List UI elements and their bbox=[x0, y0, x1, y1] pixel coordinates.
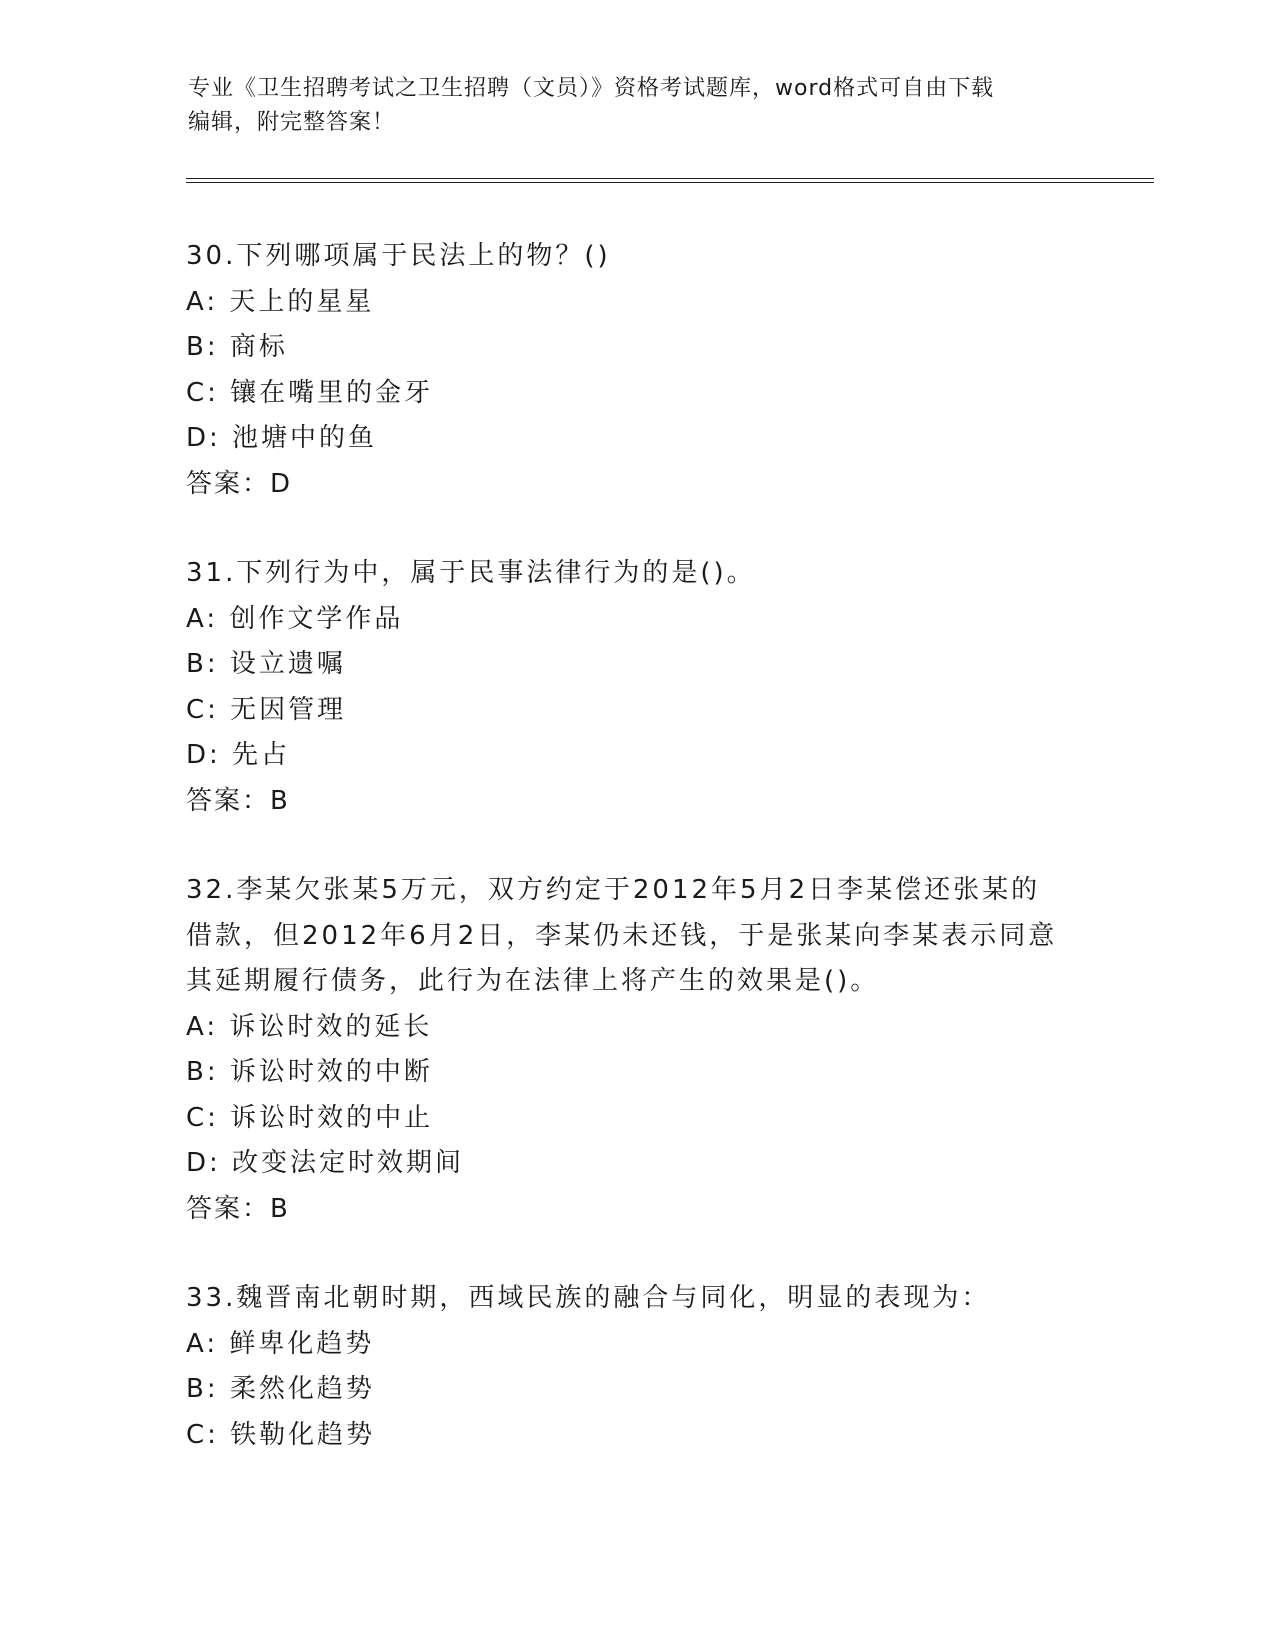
option-b: B: 设立遗嘱 bbox=[186, 649, 346, 679]
question-stem-line-3: 其延期履行债务，此行为在法律上将产生的效果是()。 bbox=[186, 966, 880, 996]
option-b: B: 商标 bbox=[186, 332, 288, 362]
option-a: A: 创作文学作品 bbox=[186, 603, 404, 634]
answer-text: 答案：B bbox=[186, 785, 290, 816]
option-a: A: 鲜卑化趋势 bbox=[186, 1328, 375, 1359]
option-c: C: 镶在嘴里的金牙 bbox=[186, 377, 434, 408]
option-c: C: 诉讼时效的中止 bbox=[186, 1102, 434, 1133]
option-d: D: 池塘中的鱼 bbox=[186, 423, 378, 453]
header-line-2: 编辑，附完整答案！ bbox=[188, 110, 396, 135]
option-c: C: 铁勒化趋势 bbox=[186, 1419, 376, 1450]
option-d: D: 改变法定时效期间 bbox=[186, 1148, 465, 1178]
question-stem: 31.下列行为中，属于民事法律行为的是()。 bbox=[186, 558, 756, 588]
option-b: B: 诉讼时效的中断 bbox=[186, 1057, 433, 1087]
question-list bbox=[186, 234, 1086, 1502]
question-33 bbox=[186, 1276, 1086, 1458]
option-c: C: 无因管理 bbox=[186, 694, 347, 725]
question-31 bbox=[186, 551, 1086, 824]
option-a: A: 诉讼时效的延长 bbox=[186, 1011, 433, 1042]
option-b: B: 柔然化趋势 bbox=[186, 1374, 375, 1404]
answer-text: 答案：D bbox=[186, 468, 293, 499]
question-stem: 33.魏晋南北朝时期，西域民族的融合与同化，明显的表现为： bbox=[186, 1283, 991, 1313]
question-stem: 30.下列哪项属于民法上的物？() bbox=[186, 241, 611, 271]
header-divider bbox=[186, 178, 1154, 183]
question-stem-line-1: 32.李某欠张某5万元，双方约定于2012年5月2日李某偿还张某的 bbox=[186, 875, 1041, 905]
option-a: A: 天上的星星 bbox=[186, 286, 375, 317]
answer-text: 答案：B bbox=[186, 1193, 290, 1224]
option-d: D: 先占 bbox=[186, 740, 291, 770]
question-stem-line-2: 借款，但2012年6月2日，李某仍未还钱，于是张某向李某表示同意 bbox=[186, 920, 1058, 951]
header-line-1: 专业《卫生招聘考试之卫生招聘（文员）》资格考试题库，word格式可自由下载 bbox=[188, 76, 995, 101]
document-header bbox=[188, 72, 1088, 140]
question-32 bbox=[186, 868, 1086, 1232]
question-30 bbox=[186, 234, 1086, 507]
